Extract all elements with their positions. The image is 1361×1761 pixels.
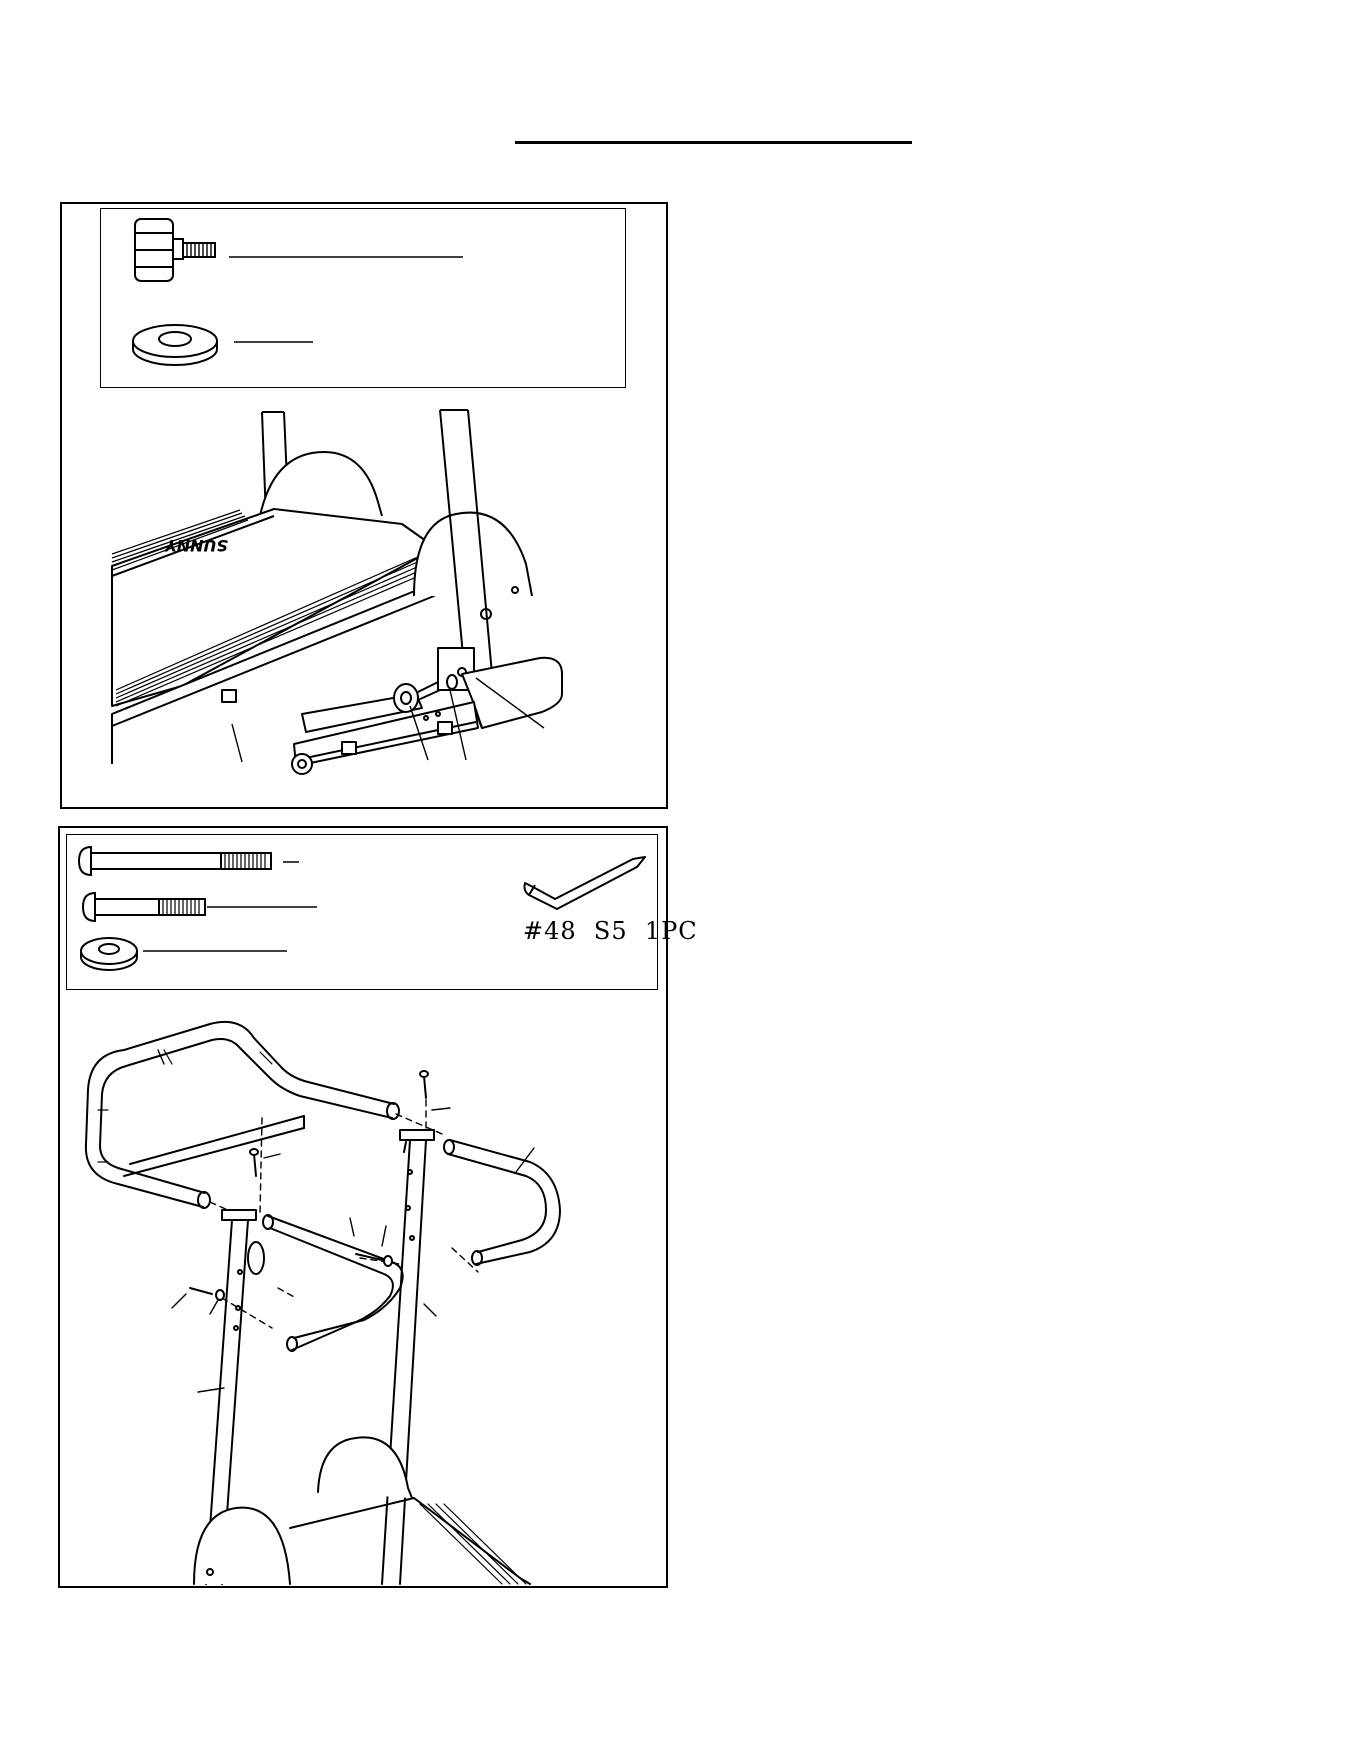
step-2-assembly-drawing	[62, 204, 666, 807]
step-3-assembly-drawing	[60, 828, 666, 1586]
step-3-panel	[58, 826, 698, 1588]
page-title-underline	[515, 141, 912, 144]
treadmill-logo: SUNNY	[165, 536, 228, 555]
allen-wrench-label: #48 S5 1PC	[523, 917, 698, 945]
step-2-panel	[60, 202, 668, 809]
